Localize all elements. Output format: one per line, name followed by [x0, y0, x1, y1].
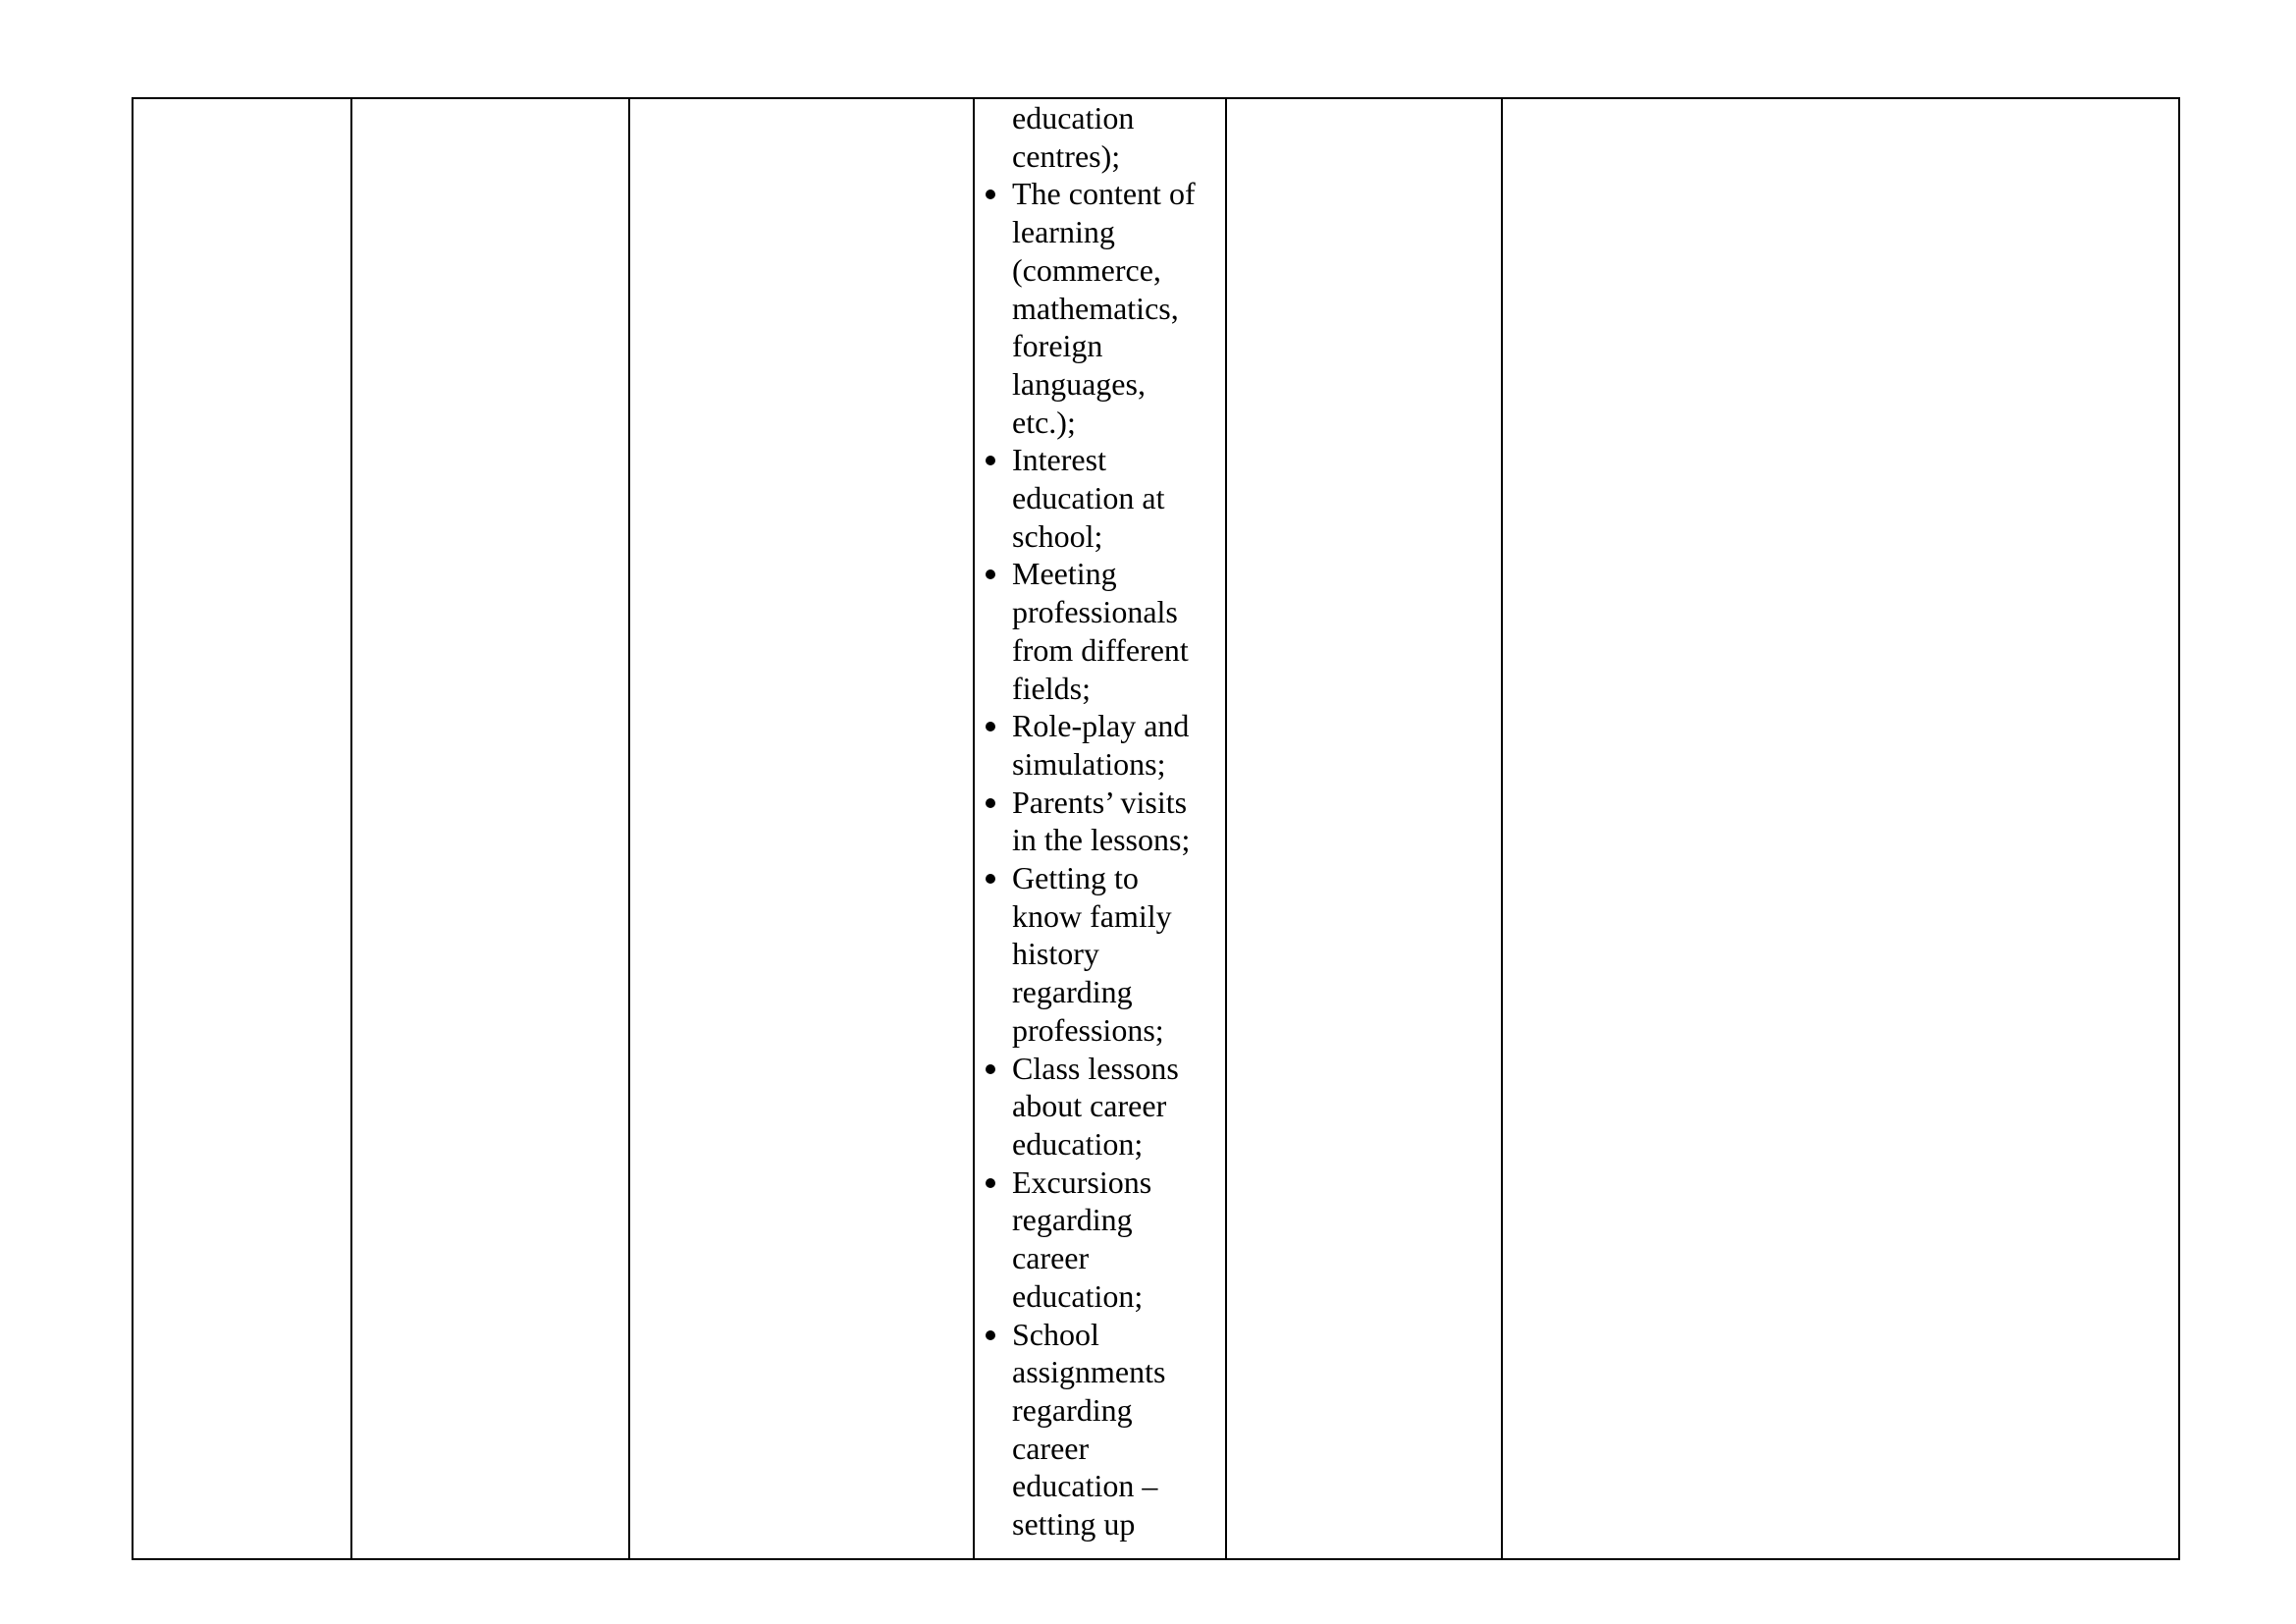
- list-item: [975, 555, 1225, 707]
- text-line: regarding: [1012, 1391, 1133, 1428]
- text-line: simulations;: [1012, 745, 1166, 782]
- text-line: regarding: [1012, 1202, 1133, 1238]
- bullet-icon: [986, 1064, 995, 1074]
- text-line: Interest: [1012, 442, 1106, 478]
- text-line: (commerce,: [1012, 251, 1161, 288]
- text-line: mathematics,: [1012, 290, 1179, 326]
- table-cell-col5: [1226, 98, 1502, 1559]
- text-line: learning: [1012, 214, 1115, 250]
- table-cell-col4: [974, 98, 1226, 1559]
- bullet-icon: [986, 1330, 995, 1340]
- text-line: education: [1012, 100, 1135, 135]
- text-line: in the lessons;: [1012, 822, 1191, 858]
- list-item: [975, 784, 1225, 859]
- text-line: professions;: [1012, 1011, 1164, 1048]
- text-line: education;: [1012, 1125, 1144, 1162]
- text-line: foreign: [1012, 328, 1103, 364]
- text-line: setting up: [1012, 1506, 1136, 1543]
- bullet-icon: [986, 874, 995, 884]
- text-line: assignments: [1012, 1354, 1166, 1390]
- bullet-icon: [986, 456, 995, 465]
- text-line: professionals: [1012, 594, 1178, 630]
- list-item: [975, 441, 1225, 555]
- text-line: education –: [1012, 1468, 1158, 1504]
- text-line: career: [1012, 1240, 1090, 1276]
- list-item: [975, 1164, 1225, 1316]
- bullet-icon: [986, 189, 995, 199]
- text-line: from different: [1012, 631, 1189, 668]
- text-line: Excursions: [1012, 1164, 1152, 1200]
- text-line: etc.);: [1012, 404, 1076, 440]
- text-line: education at: [1012, 480, 1165, 516]
- text-line: centres);: [1012, 137, 1121, 174]
- list-item: [975, 707, 1225, 783]
- text-line: fields;: [1012, 670, 1091, 706]
- text-line: education;: [1012, 1277, 1144, 1314]
- text-line: languages,: [1012, 365, 1146, 402]
- activities-text: [975, 99, 1225, 1543]
- table-cell-col6: [1502, 98, 2179, 1559]
- list-item: [975, 1316, 1225, 1543]
- table-cell-col3: [629, 98, 974, 1559]
- continuation-lines: [975, 99, 1225, 175]
- bullet-icon: [986, 722, 995, 731]
- text-line: School: [1012, 1316, 1099, 1352]
- bullet-icon: [986, 569, 995, 579]
- content-table: [132, 97, 2180, 1560]
- text-line: Class lessons: [1012, 1050, 1179, 1086]
- text-line: Meeting: [1012, 556, 1117, 592]
- text-line: know family: [1012, 897, 1172, 934]
- list-item: [975, 175, 1225, 441]
- text-line: about career: [1012, 1088, 1167, 1124]
- bullet-icon: [986, 798, 995, 808]
- text-line: career: [1012, 1430, 1090, 1466]
- text-line: school;: [1012, 517, 1103, 554]
- table-cell-col2: [351, 98, 629, 1559]
- text-line: The content of: [1012, 176, 1196, 212]
- table-row: [133, 98, 2179, 1559]
- bullet-list: [975, 175, 1225, 1543]
- text-line: Role-play and: [1012, 708, 1190, 744]
- list-item: [975, 859, 1225, 1050]
- text-line: Parents’ visits: [1012, 784, 1188, 820]
- text-line: Getting to: [1012, 860, 1139, 896]
- table-cell-col1: [133, 98, 351, 1559]
- text-line: history: [1012, 936, 1099, 972]
- bullet-icon: [986, 1178, 995, 1188]
- text-line: regarding: [1012, 974, 1133, 1010]
- list-item: [975, 1050, 1225, 1164]
